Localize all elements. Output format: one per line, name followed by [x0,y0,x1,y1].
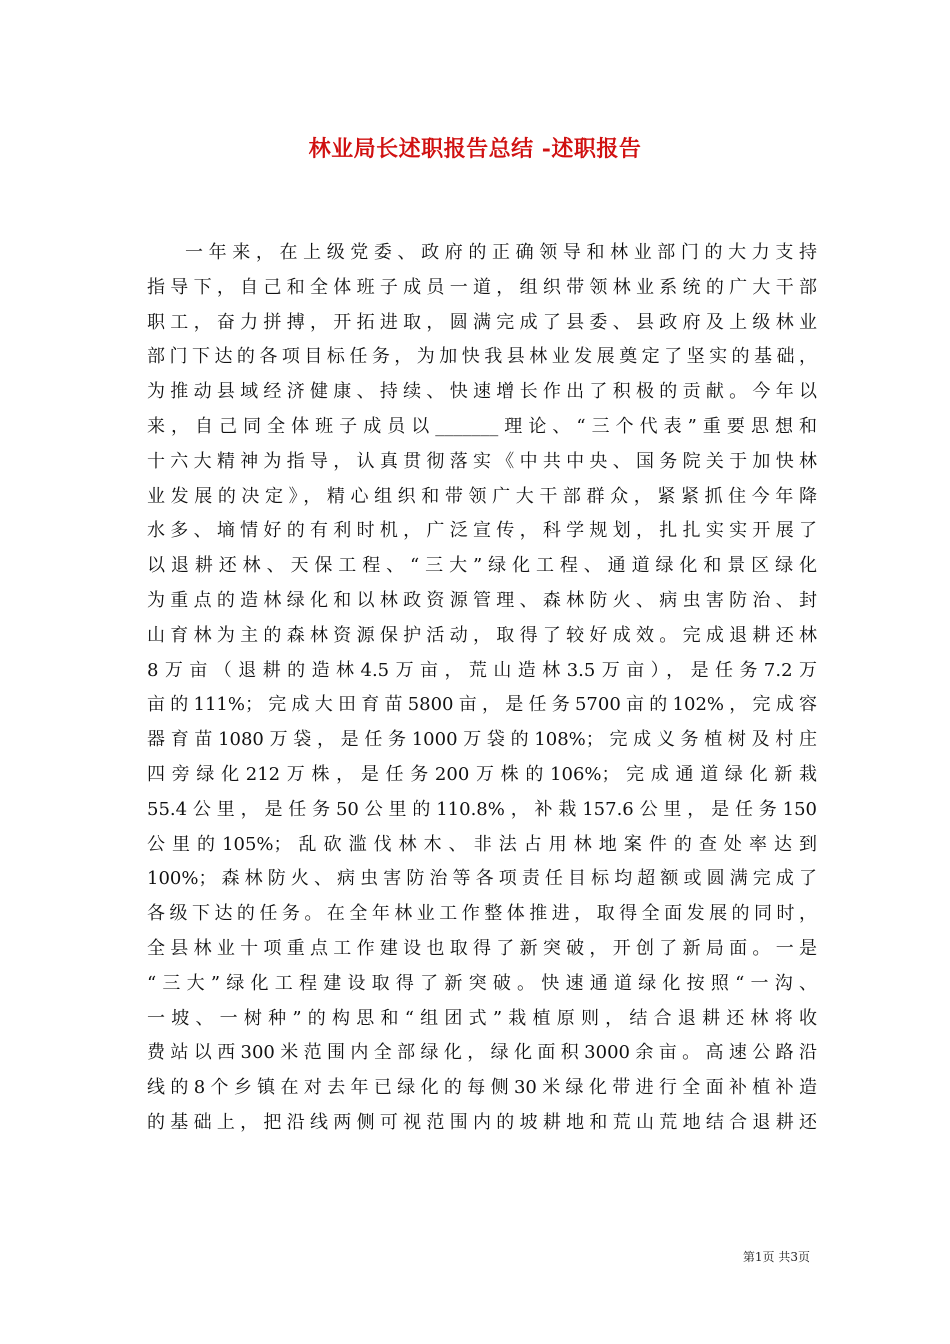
body-line: 山育林为主的森林资源保护活动，取得了较好成效。完成退耕还林 [147,624,817,646]
body-line: 器育苗1080万袋，是任务1000万袋的108%；完成义务植树及村庄 [147,729,817,751]
body-line: 为推动县域经济健康、持续、快速增长作出了积极的贡献。今年以 [147,381,817,403]
body-line: 8万亩（退耕的造林4.5万亩，荒山造林3.5万亩），是任务7.2万 [147,659,817,681]
document-body [147,236,817,1141]
body-line: 来，自己同全体班子成员以_______理论、“三个代表”重要思想和 [147,415,817,437]
body-line: 业发展的决定》，精心组织和带领广大干部群众，紧紧抓住今年降 [147,485,817,507]
body-line: 费站以西300米范围内全部绿化，绿化面积3000余亩。高速公路沿 [147,1042,817,1064]
body-line: 指导下，自己和全体班子成员一道，组织带领林业系统的广大干部 [147,276,817,298]
body-line: 亩的111%；完成大田育苗5800亩，是任务5700亩的102%，完成容 [147,694,817,716]
body-line: 的基础上，把沿线两侧可视范围内的坡耕地和荒山荒地结合退耕还 [147,1111,817,1133]
body-line: 55.4公里，是任务50公里的110.8%，补栽157.6公里，是任务150 [147,798,817,820]
document-title: 林业局长述职报告总结 -述职报告 [308,136,642,162]
body-line: 各级下达的任务。在全年林业工作整体推进，取得全面发展的同时， [147,903,817,925]
body-line: 公里的105%；乱砍滥伐林木、非法占用林地案件的查处率达到 [147,833,817,855]
body-line: 100%；森林防火、病虫害防治等各项责任目标均超额或圆满完成了 [147,868,817,890]
body-line: 线的8个乡镇在对去年已绿化的每侧30米绿化带进行全面补植补造 [147,1077,817,1099]
body-line: 部门下达的各项目标任务，为加快我县林业发展奠定了坚实的基础， [147,346,817,368]
body-line: 十六大精神为指导，认真贯彻落实《中共中央、国务院关于加快林 [147,450,817,472]
body-line: 职工，奋力拼搏，开拓进取，圆满完成了县委、县政府及上级林业 [147,311,817,333]
body-line: “三大”绿化工程建设取得了新突破。快速通道绿化按照“一沟、 [147,972,817,994]
body-line: 一年来，在上级党委、政府的正确领导和林业部门的大力支持 [185,242,817,263]
body-line: 全县林业十项重点工作建设也取得了新突破，开创了新局面。一是 [147,937,817,959]
body-line: 一坡、一树种”的构思和“组团式”栽植原则，结合退耕还林将收 [147,1007,817,1029]
body-line: 四旁绿化212万株，是任务200万株的106%；完成通道绿化新栽 [147,763,817,785]
page-footer: 第1页 共3页 [742,1250,810,1264]
body-line: 以退耕还林、天保工程、“三大”绿化工程、通道绿化和景区绿化 [147,555,817,577]
body-line: 为重点的造林绿化和以林政资源管理、森林防火、病虫害防治、封 [147,589,817,611]
body-line: 水多、墒情好的有利时机，广泛宣传，科学规划，扎扎实实开展了 [147,520,817,542]
